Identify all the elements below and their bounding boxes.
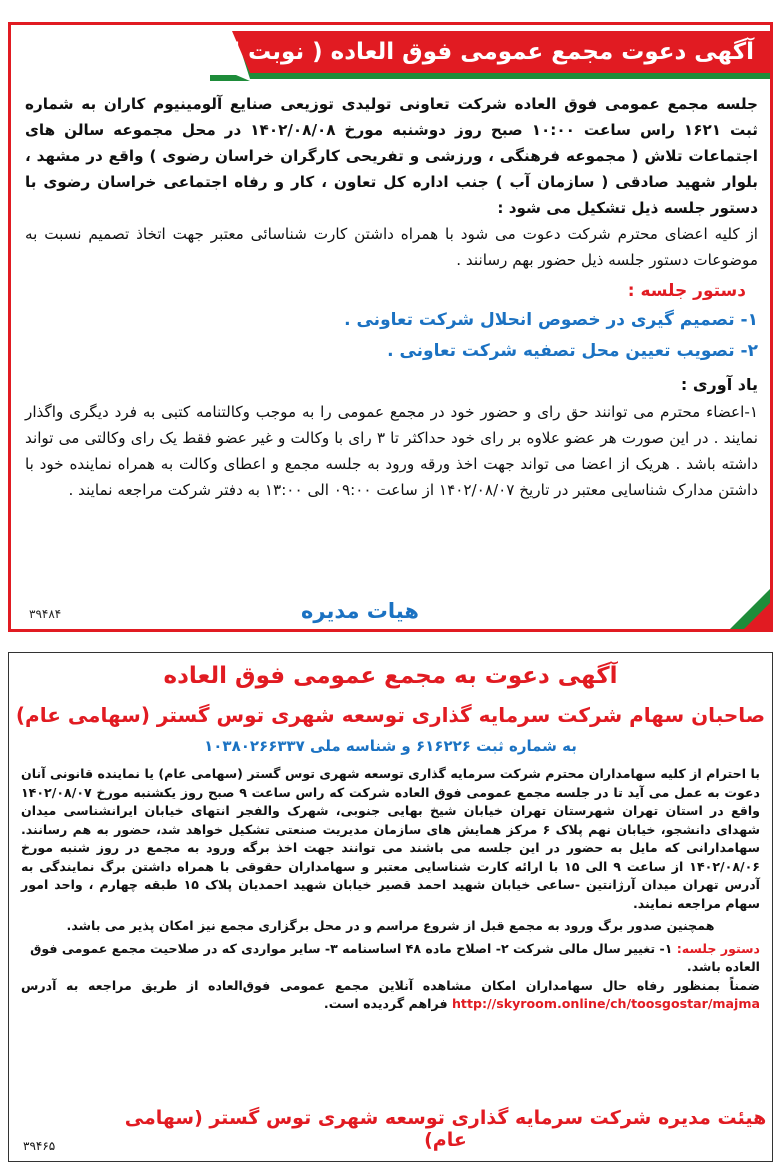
- ad2-registration: به شماره ثبت ۶۱۶۲۲۶ و شناسه ملی ۱۰۳۸۰۲۶۶۳۳۷: [204, 737, 577, 755]
- ad1-agenda-title: دستور جلسه :: [627, 281, 746, 301]
- ad1-code: ۳۹۴۸۴: [29, 607, 62, 621]
- ad1-reminder-title: یاد آوری :: [680, 375, 758, 394]
- ad1-agenda-item: ۱- تصمیم گیری در خصوص انحلال شرکت تعاونی .: [344, 310, 758, 330]
- ad1-signature-row: [11, 589, 770, 623]
- ad1-signature: هیات مدیره: [301, 599, 419, 623]
- ad2-agenda-label: دستور جلسه:: [676, 940, 760, 956]
- ad2-online-link[interactable]: http://skyroom.online/ch/toosgostar/majma: [451, 996, 760, 1011]
- ad2-note: همچنین صدور برگ ورود به مجمع قبل از شروع مراسم و در محل برگزاری مجمع نیز امکان پذیر می باشد.: [66, 918, 715, 933]
- ad2-signature: هیئت مدیره شرکت سرمایه گذاری توسعه شهری توس گستر (سهامی عام): [124, 1107, 767, 1151]
- title-banner: [179, 31, 770, 81]
- ad1-title: آگهی دعوت مجمع عمومی فوق العاده ( نوبت اول ): [179, 39, 754, 65]
- ad1-body: [25, 91, 758, 503]
- ad1-agenda-item: ۲- تصویب تعیین محل تصفیه شرکت تعاونی .: [387, 341, 758, 361]
- ad1-intro: جلسه مجمع عمومی فوق العاده شرکت تعاونی تولیدی توزیعی صنایع آلومینیوم کاران به شماره ثبت ۱۶۲۱ راس ساعت ۱۰:۰۰ صبح روز دوشنبه مورخ ۱۴۰۲/۰۸/۰۸ در محل مجموعه سالن های اجتماعات تلاش ( مجموعه فرهنگی ، ورزشی و تفریحی کارگران خراسان رضوی ) واقع در مشهد ، بلوار شهید صادقی ( سازمان آب ) جنب اداره کل تعاون ، کار و رفاه اجتماعی خراسان رضوی با دستور جلسه ذیل تشکیل می شود :: [25, 95, 759, 217]
- ad2-online-suffix: فراهم گردیده است.: [323, 996, 448, 1011]
- ad-extraordinary-meeting-kaaran: [8, 22, 773, 632]
- corner-decoration-icon: [730, 589, 770, 629]
- ad-extraordinary-meeting-toos-gostar: [8, 652, 773, 1162]
- ad2-body: [21, 765, 760, 1014]
- ad2-agenda: [21, 940, 760, 977]
- ad2-agenda-text: ۱- تغییر سال مالی شرکت ۲- اصلاح ماده ۴۸ اساسنامه ۳- سایر مواردی که در صلاحیت مجمع عمومی فوق العاده باشد.: [30, 940, 760, 974]
- ad1-invite: از کلیه اعضای محترم شرکت دعوت می شود با همراه داشتن کارت شناسائی معتبر جهت اتخاذ تصمیم نسبت به موضوعات دستور جلسه ذیل حضور بهم رسانند .: [25, 225, 758, 269]
- ad2-online: [21, 977, 760, 1014]
- ad1-reminder: ۱-اعضاء محترم می توانند حق رای و حضور خود در مجمع عمومی را به موجب وکالتنامه کتبی به فرد دیگری واگذار نمایند . در این صورت هر عضو علاوه بر رای خود حداکثر تا ۳ رای با وکالت و غیر عضو فقط یک رای وکالتی می تواند داشته باشد . هریک از اعضا می تواند جهت اخذ ورقه ورود به جلسه مجمع و اعطای وکالت به همراه نماینده خود با داشتن مدارک شناسایی معتبر در تاریخ ۱۴۰۲/۰۸/۰۷ از ساعت ۰۹:۰۰ الی ۱۳:۰۰ به دفتر شرکت مراجعه نمایند .: [25, 403, 759, 499]
- ad2-code: ۳۹۴۶۵: [23, 1139, 56, 1153]
- ad2-title: آگهی دعوت به مجمع عمومی فوق العاده: [163, 663, 618, 689]
- ad2-subtitle: صاحبان سهام شرکت سرمایه گذاری توسعه شهری توس گستر (سهامی عام): [15, 703, 766, 727]
- ad2-main-text: با احترام از کلیه سهامداران محترم شرکت سرمایه گذاری توسعه شهری توس گستر (سهامی عام) یا نماینده قانونی آنان دعوت به عمل می آید تا در جلسه مجمع عمومی فوق العاده شرکت که راس ساعت ۹ صبح روز یکشنبه مورخ ۱۴۰۲/۰۸/۰۷ واقع در استان تهران شهرستان تهران خیابان شیخ بهایی جنوبی، شهرک والفجر انتهای خیابان ایرانشناسی میدان شهدای دانشجو، خیابان نهم پلاک ۶ مرکز همایش های سازمان مدیریت صنعتی تشکیل خواهد شد، حضور به هم رسانند. سهامدارانی که مایل به حضور در این جلسه می باشند می توانند جهت اخذ برگه ورود به مجمع در روز شنبه مورخ ۱۴۰۲/۰۸/۰۶ از ساعت ۹ الی ۱۵ با ارائه کارت شناسایی معتبر و سهامداران حقوقی با همراه داشتن برگ نمایندگی به آدرس تهران میدان آرژانتین -ساعی خیابان شهید احمد قصیر خیابان شهید احمدیان پلاک ۱۵ طبقه چهارم ، واحد امور سهام مراجعه نمایند.: [21, 766, 760, 911]
- ad2-online-prefix: ضمناً بمنظور رفاه حال سهامداران امکان مشاهده آنلاین مجمع عمومی فوق‌العاده از طریق مراجعه به آدرس: [21, 977, 760, 993]
